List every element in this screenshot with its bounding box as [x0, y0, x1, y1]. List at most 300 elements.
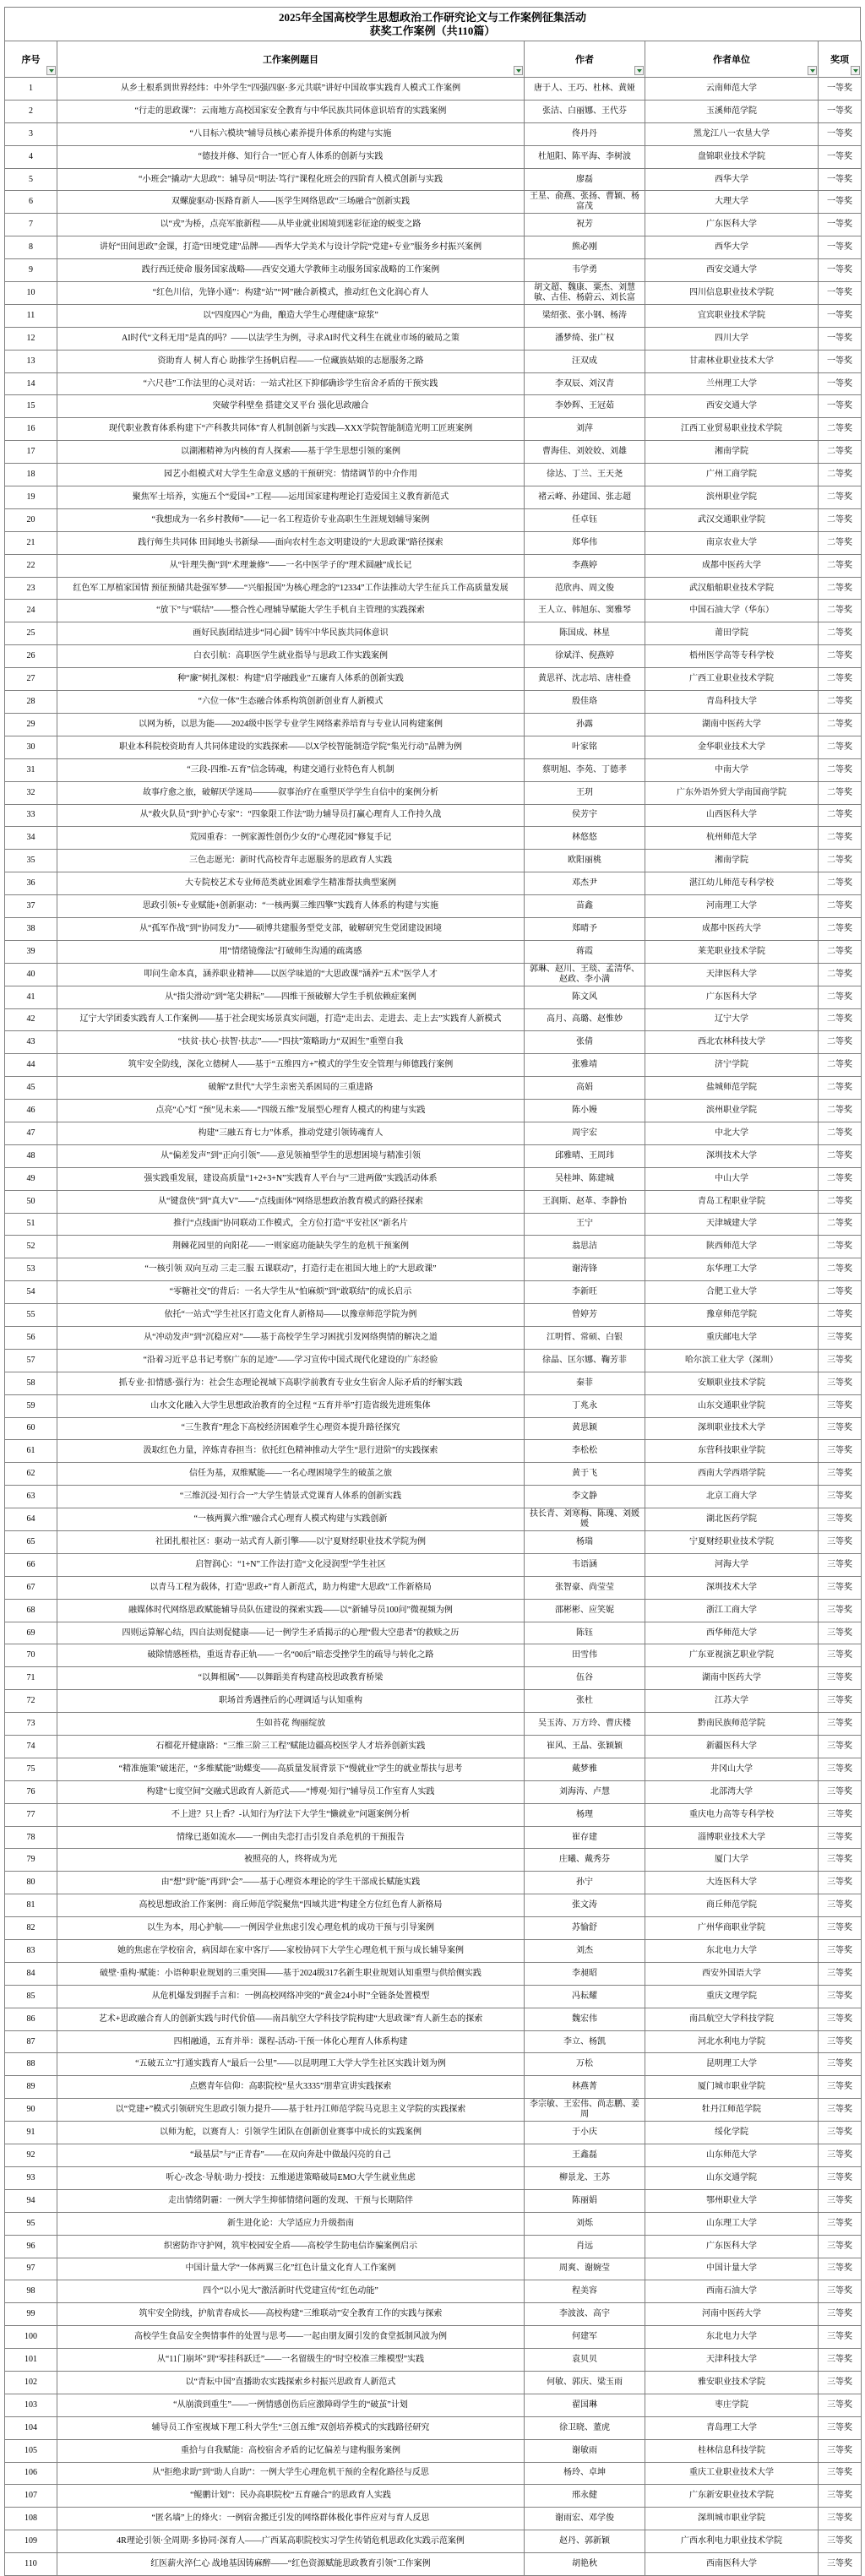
case-authors: 王宁: [525, 1213, 645, 1236]
row-index: 43: [5, 1031, 57, 1054]
table-row: [5, 1304, 862, 1327]
author-unit: 西华大学: [645, 236, 819, 259]
award-level: 三等奖: [819, 1985, 862, 2008]
filter-icon[interactable]: [808, 66, 817, 75]
row-index: 83: [5, 1940, 57, 1963]
row-index: 17: [5, 441, 57, 464]
row-index: 52: [5, 1236, 57, 1258]
award-level: 三等奖: [819, 1508, 862, 1531]
author-unit: 北京工商大学: [645, 1486, 819, 1508]
table-row: [5, 145, 862, 168]
table-row: [5, 464, 862, 486]
author-unit: 淄博职业技术大学: [645, 1826, 819, 1849]
award-level: 三等奖: [819, 1962, 862, 1985]
award-level: 二等奖: [819, 895, 862, 918]
author-unit: 西南石油大学: [645, 2280, 819, 2303]
case-authors: 扶长青、刘寒梅、陈瑰、刘媛媛: [525, 1508, 645, 1531]
author-unit: 宜宾职业技术学院: [645, 304, 819, 327]
case-title: “匿名墙”上的烽火：一例宿舍搬迁引发的网络群体极化事件应对与育人反思: [57, 2508, 525, 2530]
case-title: 重拾与自我赋能：高校宿舍矛盾的记忆偏差与建构服务案例: [57, 2439, 525, 2462]
case-authors: 杨瑞: [525, 1531, 645, 1554]
case-authors: 欧阳丽桃: [525, 850, 645, 872]
award-level: 二等奖: [819, 486, 862, 509]
case-authors: 郑晴予: [525, 917, 645, 940]
row-index: 99: [5, 2303, 57, 2326]
table-row: [5, 1713, 862, 1736]
case-title: “小班会”撬动“大思政”：辅导员“明法·笃行”课程化班会的四阶育人模式创新与实践: [57, 168, 525, 191]
case-authors: 柳景龙、王苏: [525, 2166, 645, 2189]
table-row: [5, 1622, 862, 1644]
row-index: 64: [5, 1508, 57, 1531]
author-unit: 辽宁大学: [645, 1008, 819, 1031]
author-unit: 井冈山大学: [645, 1758, 819, 1780]
document-title: [4, 7, 861, 41]
row-index: 71: [5, 1667, 57, 1690]
author-unit: 东营科技职业学院: [645, 1440, 819, 1463]
author-unit: 大连医科大学: [645, 1872, 819, 1894]
author-unit: 山东交通职业学院: [645, 1394, 819, 1417]
table-row: [5, 2280, 862, 2303]
row-index: 13: [5, 350, 57, 372]
table-row: [5, 2303, 862, 2326]
case-title: 高校学生食品安全舆情事件的处置与思考——一起由朋友圈引发的食堂抵制风波为例: [57, 2326, 525, 2349]
case-authors: 周宇宏: [525, 1122, 645, 1144]
row-index: 72: [5, 1690, 57, 1713]
row-index: 87: [5, 2030, 57, 2053]
case-title: 突破学科壁垒 搭建交叉平台 强化思政融合: [57, 395, 525, 418]
row-index: 10: [5, 282, 57, 305]
author-unit: 湘南学院: [645, 850, 819, 872]
row-index: 19: [5, 486, 57, 509]
author-unit: 新疆医科大学: [645, 1736, 819, 1758]
award-level: 一等奖: [819, 304, 862, 327]
row-index: 107: [5, 2485, 57, 2508]
case-authors: 叶家铭: [525, 736, 645, 758]
case-authors: 王星、俞燕、张扬、曹颖、杨富茂: [525, 191, 645, 214]
table-row: [5, 781, 862, 804]
table-row: [5, 1100, 862, 1122]
author-unit: 安顺职业技术学院: [645, 1372, 819, 1394]
case-authors: 潘梦绮、张广权: [525, 327, 645, 350]
award-level: 三等奖: [819, 1713, 862, 1736]
row-index: 82: [5, 1917, 57, 1940]
author-unit: 西安交通大学: [645, 395, 819, 418]
case-title: 从“冲动发声”到“沉稳应对”——基于高校学生学习困扰引发网络舆情的解决之道: [57, 1326, 525, 1349]
award-level: 三等奖: [819, 1758, 862, 1780]
table-row: [5, 2462, 862, 2485]
case-title: 叩问生命本真，涵养职业精神——以医学味道的“大思政课”涵养“五术”医学人才: [57, 963, 525, 986]
case-authors: 张杜: [525, 1690, 645, 1713]
filter-icon[interactable]: [851, 66, 860, 75]
table-row: [5, 304, 862, 327]
case-authors: 杨玲、卓坤: [525, 2462, 645, 2485]
case-title: 资助育人 树人育心 助推学生扬帆启程——一位藏族姑娘的志愿服务之路: [57, 350, 525, 372]
award-level: 一等奖: [819, 236, 862, 259]
award-level: 三等奖: [819, 1576, 862, 1599]
filter-icon[interactable]: [634, 66, 644, 75]
case-title: 三色志愿光：新时代高校青年志愿服务的思政育人实践: [57, 850, 525, 872]
table-row: [5, 1644, 862, 1667]
table-row: [5, 282, 862, 305]
award-level: 二等奖: [819, 963, 862, 986]
table-row: [5, 600, 862, 622]
table-row: [5, 577, 862, 600]
row-index: 68: [5, 1599, 57, 1622]
award-level: 三等奖: [819, 2122, 862, 2144]
row-index: 51: [5, 1213, 57, 1236]
case-title: “五破五立”打通实践育人“最后一公里”——以昆明理工大学大学生社区实践计划为例: [57, 2053, 525, 2076]
table-row: [5, 2122, 862, 2144]
award-level: 三等奖: [819, 2303, 862, 2326]
table-row: [5, 1690, 862, 1713]
row-index: 74: [5, 1736, 57, 1758]
case-title: 中国计量大学“一体两翼三化”红色计量文化育人工作案例: [57, 2258, 525, 2280]
award-level: 二等奖: [819, 600, 862, 622]
author-unit: 中国石油大学（华东）: [645, 600, 819, 622]
row-index: 40: [5, 963, 57, 986]
table-row: [5, 1394, 862, 1417]
table-row: [5, 2212, 862, 2235]
award-level: 二等奖: [819, 441, 862, 464]
table-row: [5, 804, 862, 827]
case-authors: 曹海佳、刘姣姣、刘雄: [525, 441, 645, 464]
award-level: 三等奖: [819, 2553, 862, 2576]
award-level: 二等奖: [819, 1304, 862, 1327]
row-index: 89: [5, 2076, 57, 2099]
table-row: [5, 2008, 862, 2030]
author-unit: 东北电力大学: [645, 1940, 819, 1963]
case-authors: 谢涛锋: [525, 1258, 645, 1281]
award-level: 二等奖: [819, 577, 862, 600]
row-index: 20: [5, 508, 57, 531]
case-title: 石榴花开健康路：“三维三阶三工程”赋能边疆高校医学人才培养创新实践: [57, 1736, 525, 1758]
case-title: 破解“Z世代”大学生亲密关系困局的三重进路: [57, 1077, 525, 1100]
award-level: 三等奖: [819, 1417, 862, 1440]
author-unit: 东华理工大学: [645, 1258, 819, 1281]
case-title: AI时代“文科无用”是真的吗？——以法学生为例，寻求AI时代文科生在就业市场的破局之策: [57, 327, 525, 350]
case-title: 画好民族团结进步“同心圆” 铸牢中华民族共同体意识: [57, 622, 525, 645]
table-row: [5, 1985, 862, 2008]
row-index: 106: [5, 2462, 57, 2485]
case-authors: 李波波、高宇: [525, 2303, 645, 2326]
author-unit: 江苏大学: [645, 1690, 819, 1713]
table-row: [5, 758, 862, 781]
award-level: 三等奖: [819, 1326, 862, 1349]
table-row: [5, 917, 862, 940]
case-authors: 黄思祥、沈志培、唐桂叠: [525, 668, 645, 691]
filter-icon[interactable]: [514, 66, 523, 75]
award-level: 三等奖: [819, 1440, 862, 1463]
case-authors: 赵丹、郭新颖: [525, 2530, 645, 2553]
author-unit: 北部湾大学: [645, 1780, 819, 1803]
case-title: 以“青耘中国”直播助农实践探索乡村振兴思政育人新范式: [57, 2371, 525, 2394]
award-level: 三等奖: [819, 2416, 862, 2439]
row-index: 79: [5, 1849, 57, 1872]
author-unit: 广西工业职业技术学院: [645, 668, 819, 691]
case-title: 大专院校艺术专业师范类就业困难学生精准帮扶典型案例: [57, 872, 525, 895]
award-level: 三等奖: [819, 1349, 862, 1372]
award-level: 一等奖: [819, 191, 862, 214]
row-index: 1: [5, 78, 57, 101]
award-list-sheet: [4, 7, 861, 2576]
case-title: 荆棘花园里的向阳花——一则家庭功能缺失学生的危机干预案例: [57, 1236, 525, 1258]
author-unit: 西安交通大学: [645, 259, 819, 282]
case-authors: 林燕菁: [525, 2076, 645, 2099]
author-unit: 重庆文理学院: [645, 1985, 819, 2008]
table-row: [5, 168, 862, 191]
award-level: 一等奖: [819, 122, 862, 145]
table-row: [5, 2416, 862, 2439]
table-row: [5, 1008, 862, 1031]
row-index: 24: [5, 600, 57, 622]
case-authors: 汪双成: [525, 350, 645, 372]
table-row: [5, 713, 862, 736]
filter-icon[interactable]: [46, 66, 56, 75]
award-level: 二等奖: [819, 827, 862, 850]
case-title: 白衣引航：高职医学生就业指导与思政工作实践案例: [57, 645, 525, 668]
award-level: 三等奖: [819, 1486, 862, 1508]
case-authors: 李妙辉、王冠茹: [525, 395, 645, 418]
author-unit: 南昌航空大学科技学院: [645, 2008, 819, 2030]
row-index: 38: [5, 917, 57, 940]
award-level: 三等奖: [819, 1531, 862, 1554]
award-level: 三等奖: [819, 1940, 862, 1963]
case-authors: 李燕婷: [525, 554, 645, 577]
award-level: 二等奖: [819, 1236, 862, 1258]
award-level: 三等奖: [819, 2099, 862, 2122]
case-authors: 吴桂坤、陈建城: [525, 1167, 645, 1190]
author-unit: 盘锦职业技术学院: [645, 145, 819, 168]
row-index: 62: [5, 1463, 57, 1486]
table-row: [5, 1167, 862, 1190]
table-row: [5, 1122, 862, 1144]
table-row: [5, 1213, 862, 1236]
row-index: 36: [5, 872, 57, 895]
award-level: 一等奖: [819, 145, 862, 168]
case-title: “我想成为一名乡村教师”——记一名工程造价专业高职生生涯规划辅导案例: [57, 508, 525, 531]
case-authors: 李宗敏、王宏伟、尚志鹏、姜周: [525, 2099, 645, 2122]
table-row: [5, 1417, 862, 1440]
author-unit: 青岛工程职业学院: [645, 1190, 819, 1213]
case-authors: 杨理: [525, 1803, 645, 1826]
case-authors: 何建军: [525, 2326, 645, 2349]
award-level: 三等奖: [819, 2212, 862, 2235]
row-index: 78: [5, 1826, 57, 1849]
row-index: 54: [5, 1281, 57, 1304]
award-level: 二等奖: [819, 940, 862, 963]
award-level: 三等奖: [819, 1644, 862, 1667]
case-authors: 江明哲、常硕、白银: [525, 1326, 645, 1349]
row-index: 66: [5, 1553, 57, 1576]
case-title: 用“情绪镜像法”打破师生沟通的疏离感: [57, 940, 525, 963]
row-index: 47: [5, 1122, 57, 1144]
row-index: 73: [5, 1713, 57, 1736]
case-title: 思政引领+专业赋能+创新驱动：“一核两翼三维四擎”实践育人体系的构建与实施: [57, 895, 525, 918]
award-level: 三等奖: [819, 2530, 862, 2553]
row-index: 110: [5, 2553, 57, 2576]
case-authors: 韦学勇: [525, 259, 645, 282]
case-authors: 崔存建: [525, 1826, 645, 1849]
table-row: [5, 1803, 862, 1826]
case-title: 四相融通，五育并举：课程-活动-干预一体化心理育人体系构建: [57, 2030, 525, 2053]
author-unit: 厦门大学: [645, 1849, 819, 1872]
award-level: 三等奖: [819, 2053, 862, 2076]
author-unit: 广东亚视演艺职业学院: [645, 1644, 819, 1667]
case-title: 四个“以小见大”激活新时代党建宣传“红色动能”: [57, 2280, 525, 2303]
author-unit: 湘南学院: [645, 441, 819, 464]
table-row: [5, 1849, 862, 1872]
award-level: 三等奖: [819, 2394, 862, 2416]
table-row: [5, 1576, 862, 1599]
author-unit: 西安外国语大学: [645, 1962, 819, 1985]
row-index: 21: [5, 531, 57, 554]
case-authors: 崔风、王晶、张颖颖: [525, 1736, 645, 1758]
author-unit: 莱芜职业技术学院: [645, 940, 819, 963]
row-index: 91: [5, 2122, 57, 2144]
title-line-1: 2025年全国高校学生思想政治工作研究论文与工作案例征集活动: [278, 11, 586, 24]
author-unit: 四川大学: [645, 327, 819, 350]
author-unit: 湖南中医药大学: [645, 1667, 819, 1690]
award-level: 三等奖: [819, 2076, 862, 2099]
case-authors: 田雪伟: [525, 1644, 645, 1667]
case-title: 种“廉”树扎深根：构建“启学融践业”五廉育人体系的创新实践: [57, 668, 525, 691]
table-row: [5, 78, 862, 101]
row-index: 97: [5, 2258, 57, 2280]
case-authors: 袁贝贝: [525, 2349, 645, 2372]
award-level: 三等奖: [819, 1803, 862, 1826]
case-authors: 范欣冉、周文俊: [525, 577, 645, 600]
case-title: “八目标六模块”辅导员核心素养提升体系的构建与实施: [57, 122, 525, 145]
award-level: 二等奖: [819, 1213, 862, 1236]
case-title: 从“偏差发声”到“正向引领”——意见领袖型学生的思想困境与精准引领: [57, 1144, 525, 1167]
case-authors: 李松松: [525, 1440, 645, 1463]
table-row: [5, 1372, 862, 1394]
case-authors: 褚云峰、孙建国、张志超: [525, 486, 645, 509]
row-index: 65: [5, 1531, 57, 1554]
award-level: 二等奖: [819, 1144, 862, 1167]
author-unit: 重庆邮电大学: [645, 1326, 819, 1349]
case-authors: 黄思颖: [525, 1417, 645, 1440]
row-index: 18: [5, 464, 57, 486]
award-level: 二等奖: [819, 1031, 862, 1054]
award-level: 三等奖: [819, 1849, 862, 1872]
award-level: 三等奖: [819, 2439, 862, 2462]
table-row: [5, 2485, 862, 2508]
author-unit: 合肥工业大学: [645, 1281, 819, 1304]
author-unit: 滨州职业学院: [645, 1100, 819, 1122]
table-row: [5, 2349, 862, 2372]
case-authors: 李立、杨凯: [525, 2030, 645, 2053]
author-unit: 鄂州职业大学: [645, 2189, 819, 2212]
column-header-index: 序号: [5, 41, 57, 78]
case-authors: 邢永健: [525, 2485, 645, 2508]
case-authors: 秦菲: [525, 1372, 645, 1394]
case-title: 从“针理失衡”到“术理兼修”——一名中医学子的“理术圆融”成长记: [57, 554, 525, 577]
author-unit: 广东新安职业技术学院: [645, 2485, 819, 2508]
case-title: 讲好“田间思政”金课，打造“田埂党建”品牌——西华大学美术与设计学院“党建+专业”服务乡村振兴案例: [57, 236, 525, 259]
table-row: [5, 441, 862, 464]
row-index: 63: [5, 1486, 57, 1508]
author-unit: 成都中医药大学: [645, 554, 819, 577]
table-row: [5, 2508, 862, 2530]
row-index: 105: [5, 2439, 57, 2462]
case-authors: 戴梦雅: [525, 1758, 645, 1780]
table-row: [5, 508, 862, 531]
case-authors: 徐晶、匡尔娜、鞠芳菲: [525, 1349, 645, 1372]
table-row: [5, 191, 862, 214]
author-unit: 金华职业技术大学: [645, 736, 819, 758]
case-authors: 徐斌洋、倪燕婷: [525, 645, 645, 668]
table-row: [5, 622, 862, 645]
case-title: 园艺小组模式对大学生生命意义感的干预研究：情绪调节的中介作用: [57, 464, 525, 486]
row-index: 53: [5, 1258, 57, 1281]
case-authors: 黄于飞: [525, 1463, 645, 1486]
row-index: 56: [5, 1326, 57, 1349]
case-title: “最基层”与“正青春”——在双向奔赴中做最闪亮的自己: [57, 2144, 525, 2167]
column-header-award: 奖项: [819, 41, 862, 78]
row-index: 8: [5, 236, 57, 259]
case-authors: 李昶昭: [525, 1962, 645, 1985]
author-unit: 天津城建大学: [645, 1213, 819, 1236]
award-level: 二等奖: [819, 1008, 862, 1031]
case-authors: 唐于人、王巧、杜林、黄娅: [525, 78, 645, 101]
row-index: 44: [5, 1054, 57, 1077]
table-row: [5, 1463, 862, 1486]
author-unit: 宁夏财经职业技术学院: [645, 1531, 819, 1554]
case-authors: 苗鑫: [525, 895, 645, 918]
author-unit: 成都中医药大学: [645, 917, 819, 940]
author-unit: 玉溪师范学院: [645, 100, 819, 122]
award-level: 二等奖: [819, 736, 862, 758]
award-level: 三等奖: [819, 1599, 862, 1622]
case-authors: 丁兆永: [525, 1394, 645, 1417]
row-index: 61: [5, 1440, 57, 1463]
table-row: [5, 2326, 862, 2349]
case-title: 被照亮的人，终将成为光: [57, 1849, 525, 1872]
author-unit: 广州华商职业学院: [645, 1917, 819, 1940]
row-index: 25: [5, 622, 57, 645]
case-title: 以青马工程为载体，打造“思政+”育人新范式，助力构建“大思政”工作新格局: [57, 1576, 525, 1599]
author-unit: 中南大学: [645, 758, 819, 781]
case-authors: 张智豪、尚莹莹: [525, 1576, 645, 1599]
case-authors: 谢敏雨: [525, 2439, 645, 2462]
case-title: 由“想”到“能”再到“会”——基于心理资本理论的学生干部成长赋能实践: [57, 1872, 525, 1894]
author-unit: 四川信息职业技术学院: [645, 282, 819, 305]
table-row: [5, 827, 862, 850]
row-index: 5: [5, 168, 57, 191]
case-authors: 谢雨宏、邓学俊: [525, 2508, 645, 2530]
award-level: 三等奖: [819, 2349, 862, 2372]
table-row: [5, 2235, 862, 2258]
row-index: 102: [5, 2371, 57, 2394]
author-unit: 南京农业大学: [645, 531, 819, 554]
row-index: 30: [5, 736, 57, 758]
case-title: 4R理论引领·全周期·多协同·深育人——广西某高职院校实习学生传销危机思政化实践示范案例: [57, 2530, 525, 2553]
case-title: 筑牢安全防线，深化立德树人——基于“五维四方+”模式的学生安全管理与师德践行案例: [57, 1054, 525, 1077]
table-row: [5, 1780, 862, 1803]
row-index: 34: [5, 827, 57, 850]
case-title: “鲲鹏计划”：民办高职院校“五育融合”的思政育人实践: [57, 2485, 525, 2508]
table-row: [5, 1894, 862, 1917]
row-index: 14: [5, 372, 57, 395]
case-authors: 李新旺: [525, 1281, 645, 1304]
row-index: 94: [5, 2189, 57, 2212]
award-level: 二等奖: [819, 781, 862, 804]
author-unit: 商丘师范学院: [645, 1894, 819, 1917]
case-title: 抓专业·扣情感·强行为：社会生态理论视域下高职学前教育专业女生宿舍人际矛盾的纾解实践: [57, 1372, 525, 1394]
row-index: 32: [5, 781, 57, 804]
author-unit: 莆田学院: [645, 622, 819, 645]
